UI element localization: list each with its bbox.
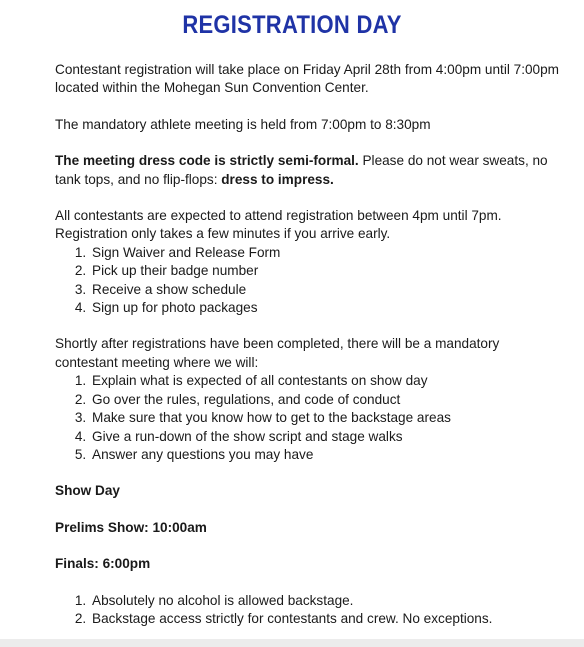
meeting-intro: Shortly after registrations have been completed, there will be a mandatory contestant meeting where we will: xyxy=(55,336,500,370)
list-item: 1. Absolutely no alcohol is allowed backstage. xyxy=(90,592,565,610)
list-item: 3. Receive a show schedule xyxy=(90,281,565,299)
rules-list xyxy=(55,592,565,629)
dress-code-details: Please do not wear sweats, no tank tops, and no flip-flops: xyxy=(55,153,548,187)
document-body xyxy=(55,61,565,628)
list-item: 5. Answer any questions you may have xyxy=(90,446,565,464)
list-item: 2. Pick up their badge number xyxy=(90,262,565,280)
athlete-meeting-paragraph: The mandatory athlete meeting is held from 7:00pm to 8:30pm xyxy=(55,116,431,132)
registration-section xyxy=(55,207,565,317)
list-item: 1. Sign Waiver and Release Form xyxy=(90,244,565,262)
list-item: 3. Make sure that you know how to get to the backstage areas xyxy=(90,409,565,427)
dress-code-tail: dress to impress. xyxy=(221,171,334,187)
registration-time-paragraph: Contestant registration will take place on Friday April 28th from 4:00pm until 7:00pm located within the Mohegan Sun Convention Center. xyxy=(55,62,559,96)
meeting-items-list xyxy=(55,372,565,464)
list-item: 2. Go over the rules, regulations, and code of conduct xyxy=(90,391,565,409)
meeting-section xyxy=(55,335,565,464)
list-item: 1. Explain what is expected of all contestants on show day xyxy=(90,372,565,390)
registration-intro: All contestants are expected to attend registration between 4pm until 7pm. Registration only takes a few minutes if you arrive early. xyxy=(55,208,502,242)
list-item: 2. Backstage access strictly for contestants and crew. No exceptions. xyxy=(90,610,565,628)
registration-steps-list xyxy=(55,244,565,318)
show-day-heading: Show Day xyxy=(55,483,120,499)
list-item: 4. Give a run-down of the show script and stage walks xyxy=(90,428,565,446)
list-item: 4. Sign up for photo packages xyxy=(90,299,565,317)
dress-code-lead: The meeting dress code is strictly semi-formal. xyxy=(55,153,359,169)
prelims-time: Prelims Show: 10:00am xyxy=(55,519,207,535)
finals-time: Finals: 6:00pm xyxy=(55,556,151,572)
dress-code-paragraph xyxy=(55,152,565,189)
page-bottom-edge xyxy=(0,639,584,647)
page-title: REGISTRATION DAY xyxy=(182,11,402,39)
